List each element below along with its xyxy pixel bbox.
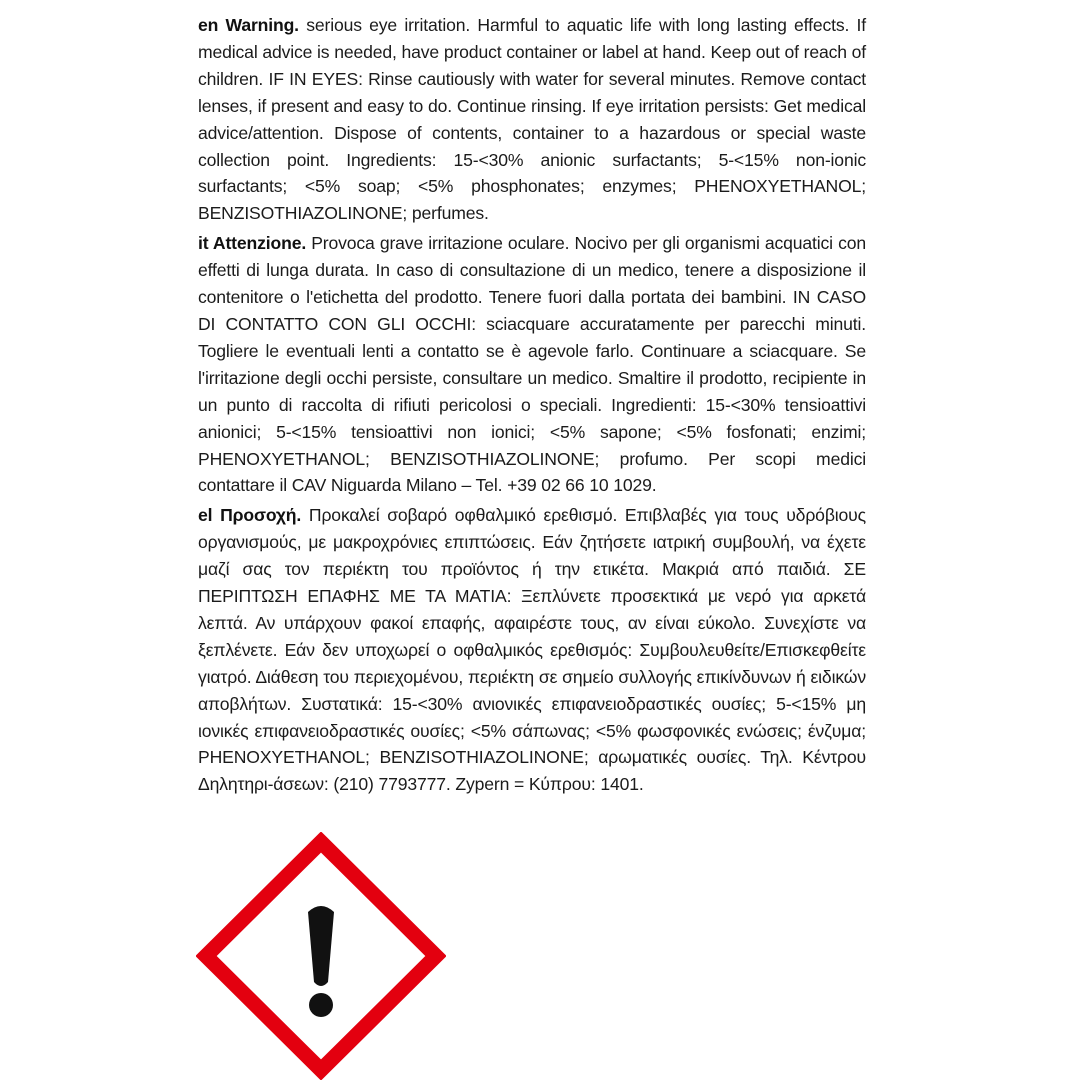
warning-heading-en: en Warning. <box>198 15 299 35</box>
warning-heading-it: it Attenzione. <box>198 233 307 254</box>
warning-text-it: Provoca grave irritazione oculare. Nocivo per gli organismi acquatici con effetti di lunga durata. In caso di consultazione di un medico, tenere a disposizione il contenitore o l'etichetta del prodotto. Tenere fuori dalla portata dei bambini. IN CASO DI CONTATTO CON GLI OCCHI: sciacquare accuratamente per parecchi minuti. Togliere le eventuali lenti a contatto se è agevole farlo. Continuare a sciacquare. Se l'irritazione degli occhi persiste, consultare un medico. Smaltire il prodotto, recipiente in un punto di raccolta di rifiuti pericolosi o speciali. Ingredienti: 15-<30% tensioattivi anionici; 5-<15% tensioattivi non ionici; <5% sapone; <5% fosfonati; enzimi; PHENOXYETHANOL; BENZISOTHIAZOLINONE; profumo. Per scopi medici contattare il CAV Niguarda Milano – Tel. +39 02 66 10 1029. <box>198 233 866 496</box>
warning-heading-el: el Προσοχή. <box>198 505 302 526</box>
warning-section-el <box>198 502 866 798</box>
warning-section-it <box>198 230 866 499</box>
exclamation-dot <box>309 993 333 1017</box>
warning-section-en <box>198 12 866 227</box>
warning-text-el: Προκαλεί σοβαρό οφθαλμικό ερεθισμό. Επιβλαβές για τους υδρόβιους οργανισμούς, με μακροχρόνιες επιπτώσεις. Εάν ζητήσετε ιατρική συμβουλή, να έχετε μαζί σας τον περιέκτη του προϊόντος ή την ετικέτα. Μακριά από παιδιά. ΣΕ ΠΕΡΙΠΤΩΣΗ ΕΠΑΦΗΣ ΜΕ ΤΑ ΜΑΤΙΑ: Ξεπλύνετε προσεκτικά με νερό για αρκετά λεπτά. Αν υπάρχουν φακοί επαφής, αφαιρέστε τους, αν είναι εύκολο. Συνεχίστε να ξεπλένετε. Εάν δεν υποχωρεί ο οφθαλμικός ερεθισμός: Συμβουλευθείτε/Επισκεφθείτε γιατρό. Διάθεση του περιεχομένου, περιέκτη σε σημείο συλλογής επικίνδυνων ή ειδικών αποβλήτων. Συστατικά: 15-<30% ανιονικές επιφανειοδραστικές ουσίες; 5-<15% μη ιονικές επιφανειοδραστικές ουσίες; <5% σάπωνας; <5% φωσφονικές ενώσεις; ένζυμα; PHENOXYETHANOL; BENZISOTHIAZOLINONE; αρωματικές ουσίες. Τηλ. Κέντρου Δηλητηρι-άσεων: (210) 7793777. Zypern = Κύπρου: 1401. <box>198 505 866 795</box>
exclamation-mark-hazard-icon <box>196 832 446 1080</box>
safety-label-text <box>198 12 866 801</box>
warning-text-en: serious eye irritation. Harmful to aquatic life with long lasting effects. If medical advice is needed, have product container or label at hand. Keep out of reach of children. IF IN EYES: Rinse cautiously with water for several minutes. Remove contact lenses, if present and easy to do. Continue rinsing. If eye irritation persists: Get medical advice/attention. Dispose of contents, container to a hazardous or special waste collection point. Ingredients: 15-<30% anionic surfactants; 5-<15% non-ionic surfactants; <5% soap; <5% phosphonates; enzymes; PHENOXYETHANOL; BENZISOTHIAZOLINONE; perfumes. <box>198 15 866 224</box>
